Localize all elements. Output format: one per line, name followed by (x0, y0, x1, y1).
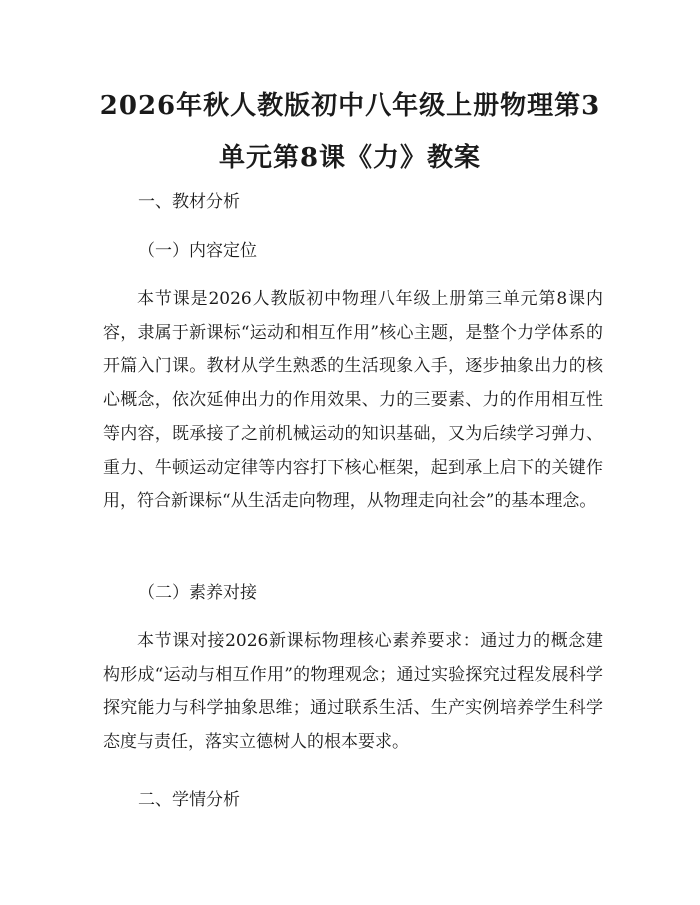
subsection-heading-content-position: （一）内容定位 (138, 241, 257, 261)
section-heading-materials: 一、教材分析 (138, 192, 240, 212)
paragraph-literacy: 本节课对接2026新课标物理核心素养要求：通过力的概念建构形成“运动与相互作用”的物理观念；通过实验探究过程发展科学探究能力与科学抽象思维；通过联系生活、生产实例培养学生科学态度与责任，落实立德树人的根本要求。 (103, 631, 603, 753)
subsection-heading-literacy: （二）素养对接 (138, 583, 257, 603)
section-heading-learner-analysis: 二、学情分析 (138, 790, 240, 810)
document-title: 2026年秋人教版初中八年级上册物理第3单元第8课《力》教案 (99, 91, 601, 173)
paragraph-content-position: 本节课是2026人教版初中物理八年级上册第三单元第8课内容，隶属于新课标“运动和相互作用”核心主题，是整个力学体系的开篇入门课。教材从学生熟悉的生活现象入手，逐步抽象出力的核心概念，依次延伸出力的作用效果、力的三要素、力的作用相互性等内容，既承接了之前机械运动的知识基础，又为后续学习弹力、重力、牛顿运动定律等内容打下核心框架，起到承上启下的关键作用，符合新课标“从生活走向物理，从物理走向社会”的基本理念。 (103, 289, 603, 512)
